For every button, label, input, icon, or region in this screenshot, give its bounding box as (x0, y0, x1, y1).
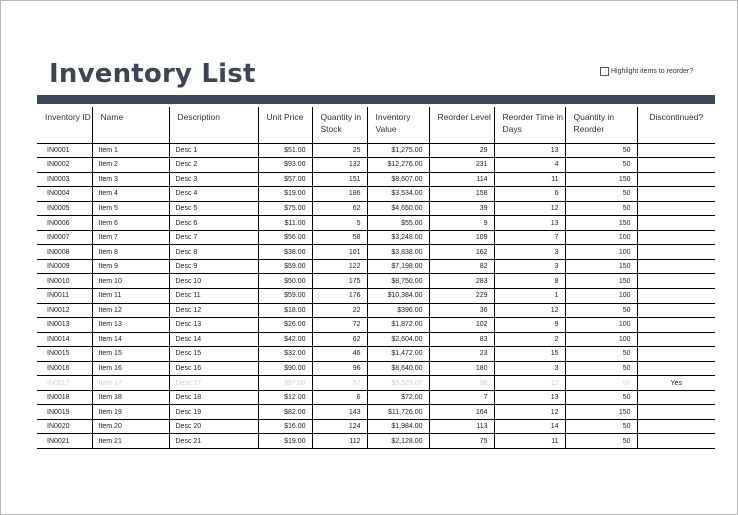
cell-inventory-id[interactable]: IN0013 (37, 318, 92, 333)
table-row (37, 187, 715, 202)
cell-discontinued[interactable] (637, 332, 715, 347)
cell-inventory-value[interactable]: $1,872.00 (367, 318, 429, 333)
cell-unit-price[interactable]: $51.00 (258, 143, 312, 158)
table-row (37, 274, 715, 289)
cell-quantity-in-stock[interactable]: 72 (312, 318, 367, 333)
cell-discontinued[interactable] (637, 390, 715, 405)
cell-name[interactable]: Item 19 (92, 405, 169, 420)
page-title: Inventory List (49, 59, 256, 89)
cell-inventory-id[interactable]: IN0016 (37, 361, 92, 376)
cell-reorder-level[interactable]: 9 (429, 216, 494, 231)
cell-inventory-value[interactable]: $1,275.00 (367, 143, 429, 158)
table-row (37, 390, 715, 405)
cell-reorder-time[interactable]: 1 (494, 288, 565, 303)
cell-inventory-id[interactable]: IN0004 (37, 187, 92, 202)
cell-quantity-in-reorder[interactable]: 50 (565, 303, 637, 318)
cell-reorder-level[interactable]: 75 (429, 434, 494, 449)
table-row (37, 288, 715, 303)
table-row (37, 230, 715, 245)
cell-name[interactable]: Item 4 (92, 187, 169, 202)
cell-quantity-in-reorder[interactable]: 100 (565, 318, 637, 333)
cell-quantity-in-stock[interactable]: 176 (312, 288, 367, 303)
table-row (37, 318, 715, 333)
table-row (37, 172, 715, 187)
cell-reorder-time[interactable]: 12 (494, 201, 565, 216)
cell-quantity-in-stock[interactable]: 101 (312, 245, 367, 260)
cell-description[interactable]: Desc 7 (169, 230, 258, 245)
cell-discontinued[interactable] (637, 303, 715, 318)
cell-name[interactable]: Item 21 (92, 434, 169, 449)
cell-name[interactable]: Item 7 (92, 230, 169, 245)
cell-reorder-level[interactable]: 7 (429, 390, 494, 405)
cell-quantity-in-stock[interactable]: 143 (312, 405, 367, 420)
cell-name[interactable]: Item 18 (92, 390, 169, 405)
cell-quantity-in-reorder[interactable]: 150 (565, 405, 637, 420)
cell-reorder-level[interactable]: 164 (429, 405, 494, 420)
cell-reorder-time[interactable]: 4 (494, 158, 565, 173)
cell-discontinued[interactable] (637, 259, 715, 274)
cell-quantity-in-reorder[interactable]: 100 (565, 332, 637, 347)
cell-reorder-level[interactable]: 102 (429, 318, 494, 333)
cell-discontinued[interactable] (637, 143, 715, 158)
cell-quantity-in-reorder[interactable]: 150 (565, 274, 637, 289)
cell-discontinued[interactable] (637, 434, 715, 449)
cell-inventory-id[interactable]: IN0007 (37, 230, 92, 245)
cell-name[interactable]: Item 16 (92, 361, 169, 376)
cell-unit-price[interactable]: $32.00 (258, 347, 312, 362)
cell-reorder-time[interactable]: 8 (494, 274, 565, 289)
cell-inventory-value[interactable]: $12,276.00 (367, 158, 429, 173)
cell-description[interactable]: Desc 2 (169, 158, 258, 173)
cell-quantity-in-reorder[interactable]: 150 (565, 259, 637, 274)
table-row (37, 143, 715, 158)
cell-quantity-in-stock[interactable]: 5 (312, 216, 367, 231)
cell-discontinued[interactable] (637, 288, 715, 303)
cell-quantity-in-stock[interactable]: 58 (312, 230, 367, 245)
cell-inventory-id[interactable]: IN0006 (37, 216, 92, 231)
cell-reorder-time[interactable]: 12 (494, 376, 565, 391)
cell-quantity-in-reorder[interactable]: 50 (565, 434, 637, 449)
col-description[interactable]: Description (169, 107, 258, 143)
header-bar (37, 95, 715, 104)
cell-description[interactable]: Desc 12 (169, 303, 258, 318)
table-row (37, 405, 715, 420)
cell-inventory-value[interactable]: $10,384.00 (367, 288, 429, 303)
col-inventory-value[interactable]: Inventory Value (367, 107, 429, 143)
cell-quantity-in-reorder[interactable]: 50 (565, 419, 637, 434)
cell-inventory-id[interactable]: IN0005 (37, 201, 92, 216)
cell-inventory-id[interactable]: IN0002 (37, 158, 92, 173)
cell-reorder-time[interactable]: 11 (494, 434, 565, 449)
cell-inventory-value[interactable]: $55.00 (367, 216, 429, 231)
cell-quantity-in-stock[interactable]: 151 (312, 172, 367, 187)
table-row (37, 332, 715, 347)
col-unit-price[interactable]: Unit Price (258, 107, 312, 143)
cell-unit-price[interactable]: $56.00 (258, 230, 312, 245)
cell-inventory-value[interactable]: $1,472.00 (367, 347, 429, 362)
cell-inventory-value[interactable]: $1,984.00 (367, 419, 429, 434)
cell-description[interactable]: Desc 11 (169, 288, 258, 303)
cell-reorder-time[interactable]: 3 (494, 259, 565, 274)
cell-name[interactable]: Item 10 (92, 274, 169, 289)
table-row (37, 347, 715, 362)
cell-unit-price[interactable]: $19.00 (258, 187, 312, 202)
cell-name[interactable]: Item 20 (92, 419, 169, 434)
cell-description[interactable]: Desc 9 (169, 259, 258, 274)
cell-reorder-time[interactable]: 13 (494, 143, 565, 158)
cell-reorder-time[interactable]: 7 (494, 230, 565, 245)
cell-inventory-value[interactable]: $8,750.00 (367, 274, 429, 289)
cell-description[interactable]: Desc 1 (169, 143, 258, 158)
cell-discontinued[interactable] (637, 347, 715, 362)
cell-inventory-id[interactable]: IN0009 (37, 259, 92, 274)
cell-quantity-in-stock[interactable]: 62 (312, 332, 367, 347)
cell-reorder-level[interactable]: 83 (429, 332, 494, 347)
highlight-label: Highlight items to reorder? (611, 68, 694, 75)
cell-reorder-time[interactable]: 11 (494, 172, 565, 187)
cell-inventory-value[interactable]: $72.00 (367, 390, 429, 405)
cell-reorder-level[interactable]: 23 (429, 347, 494, 362)
cell-reorder-level[interactable]: 283 (429, 274, 494, 289)
cell-inventory-value[interactable]: $3,534.00 (367, 187, 429, 202)
cell-description[interactable]: Desc 19 (169, 405, 258, 420)
table-row (37, 216, 715, 231)
cell-quantity-in-stock[interactable]: 175 (312, 274, 367, 289)
table-row (37, 259, 715, 274)
col-reorder-time[interactable]: Reorder Time in Days (494, 107, 565, 143)
table-row (37, 303, 715, 318)
cell-inventory-value[interactable]: $5,529.00 (367, 376, 429, 391)
cell-quantity-in-stock[interactable]: 186 (312, 187, 367, 202)
cell-reorder-time[interactable]: 3 (494, 361, 565, 376)
cell-quantity-in-stock[interactable]: 57 (312, 376, 367, 391)
cell-inventory-id[interactable]: IN0017 (37, 376, 92, 391)
cell-reorder-time[interactable]: 12 (494, 303, 565, 318)
table-row (37, 434, 715, 449)
cell-description[interactable]: Desc 21 (169, 434, 258, 449)
cell-quantity-in-reorder[interactable]: 50 (565, 201, 637, 216)
col-name[interactable]: Name (92, 107, 169, 143)
cell-inventory-id[interactable]: IN0018 (37, 390, 92, 405)
cell-reorder-time[interactable]: 15 (494, 347, 565, 362)
cell-discontinued[interactable] (637, 172, 715, 187)
cell-name[interactable]: Item 3 (92, 172, 169, 187)
cell-name[interactable]: Item 15 (92, 347, 169, 362)
cell-quantity-in-stock[interactable]: 124 (312, 419, 367, 434)
cell-quantity-in-stock[interactable]: 122 (312, 259, 367, 274)
cell-unit-price[interactable]: $11.00 (258, 216, 312, 231)
cell-description[interactable]: Desc 6 (169, 216, 258, 231)
cell-reorder-level[interactable]: 36 (429, 303, 494, 318)
cell-reorder-time[interactable]: 9 (494, 318, 565, 333)
cell-quantity-in-stock[interactable]: 6 (312, 390, 367, 405)
cell-name[interactable]: Item 9 (92, 259, 169, 274)
cell-reorder-level[interactable]: 162 (429, 245, 494, 260)
cell-discontinued[interactable] (637, 187, 715, 202)
cell-description[interactable]: Desc 4 (169, 187, 258, 202)
cell-inventory-id[interactable]: IN0019 (37, 405, 92, 420)
cell-name[interactable]: Item 5 (92, 201, 169, 216)
cell-quantity-in-reorder[interactable]: 150 (565, 172, 637, 187)
cell-reorder-level[interactable]: 114 (429, 172, 494, 187)
cell-inventory-id[interactable]: IN0012 (37, 303, 92, 318)
cell-reorder-time[interactable]: 2 (494, 332, 565, 347)
table-row (37, 361, 715, 376)
cell-inventory-id[interactable]: IN0015 (37, 347, 92, 362)
cell-inventory-id[interactable]: IN0003 (37, 172, 92, 187)
cell-unit-price[interactable]: $93.00 (258, 158, 312, 173)
cell-inventory-value[interactable]: $3,248.00 (367, 230, 429, 245)
table-row (37, 376, 715, 391)
cell-description[interactable]: Desc 14 (169, 332, 258, 347)
cell-reorder-time[interactable]: 3 (494, 245, 565, 260)
cell-description[interactable]: Desc 16 (169, 361, 258, 376)
cell-quantity-in-stock[interactable]: 112 (312, 434, 367, 449)
cell-unit-price[interactable]: $50.00 (258, 274, 312, 289)
table-row (37, 245, 715, 260)
cell-quantity-in-reorder[interactable]: 50 (565, 376, 637, 391)
cell-description[interactable]: Desc 17 (169, 376, 258, 391)
cell-quantity-in-reorder[interactable]: 50 (565, 390, 637, 405)
cell-inventory-value[interactable]: $2,604.00 (367, 332, 429, 347)
cell-discontinued[interactable] (637, 361, 715, 376)
cell-discontinued[interactable] (637, 405, 715, 420)
col-reorder-level[interactable]: Reorder Level (429, 107, 494, 143)
cell-unit-price[interactable]: $57.00 (258, 172, 312, 187)
cell-inventory-id[interactable]: IN0021 (37, 434, 92, 449)
cell-quantity-in-stock[interactable]: 46 (312, 347, 367, 362)
col-inventory-id[interactable]: Inventory ID (37, 107, 92, 143)
cell-quantity-in-reorder[interactable]: 50 (565, 187, 637, 202)
cell-name[interactable]: Item 13 (92, 318, 169, 333)
cell-quantity-in-stock[interactable]: 62 (312, 201, 367, 216)
cell-inventory-id[interactable]: IN0011 (37, 288, 92, 303)
cell-inventory-value[interactable]: $8,640.00 (367, 361, 429, 376)
cell-name[interactable]: Item 14 (92, 332, 169, 347)
cell-inventory-id[interactable]: IN0001 (37, 143, 92, 158)
cell-unit-price[interactable]: $12.00 (258, 390, 312, 405)
cell-inventory-value[interactable]: $7,198.00 (367, 259, 429, 274)
cell-discontinued[interactable] (637, 158, 715, 173)
cell-reorder-time[interactable]: 13 (494, 216, 565, 231)
cell-quantity-in-reorder[interactable]: 100 (565, 245, 637, 260)
cell-reorder-level[interactable]: 109 (429, 230, 494, 245)
cell-quantity-in-reorder[interactable]: 150 (565, 216, 637, 231)
cell-name[interactable]: Item 17 (92, 376, 169, 391)
table-row (37, 201, 715, 216)
cell-quantity-in-reorder[interactable]: 50 (565, 143, 637, 158)
cell-unit-price[interactable]: $59.00 (258, 288, 312, 303)
cell-reorder-level[interactable]: 113 (429, 419, 494, 434)
cell-discontinued[interactable] (637, 318, 715, 333)
cell-reorder-level[interactable]: 98 (429, 376, 494, 391)
cell-description[interactable]: Desc 18 (169, 390, 258, 405)
table-row (37, 158, 715, 173)
cell-reorder-time[interactable]: 12 (494, 405, 565, 420)
cell-unit-price[interactable]: $90.00 (258, 361, 312, 376)
cell-description[interactable]: Desc 8 (169, 245, 258, 260)
cell-inventory-id[interactable]: IN0008 (37, 245, 92, 260)
cell-description[interactable]: Desc 5 (169, 201, 258, 216)
cell-reorder-level[interactable]: 158 (429, 187, 494, 202)
cell-unit-price[interactable]: $26.00 (258, 318, 312, 333)
cell-unit-price[interactable]: $75.00 (258, 201, 312, 216)
cell-reorder-level[interactable]: 39 (429, 201, 494, 216)
cell-inventory-id[interactable]: IN0014 (37, 332, 92, 347)
cell-name[interactable]: Item 1 (92, 143, 169, 158)
cell-reorder-time[interactable]: 13 (494, 390, 565, 405)
cell-inventory-value[interactable]: $4,650.00 (367, 201, 429, 216)
cell-discontinued[interactable] (637, 216, 715, 231)
cell-discontinued[interactable] (637, 419, 715, 434)
cell-name[interactable]: Item 8 (92, 245, 169, 260)
cell-unit-price[interactable]: $59.00 (258, 259, 312, 274)
cell-reorder-level[interactable]: 180 (429, 361, 494, 376)
cell-name[interactable]: Item 2 (92, 158, 169, 173)
cell-inventory-value[interactable]: $2,128.00 (367, 434, 429, 449)
header-row (37, 107, 715, 143)
cell-description[interactable]: Desc 10 (169, 274, 258, 289)
cell-inventory-value[interactable]: $11,726.00 (367, 405, 429, 420)
cell-quantity-in-reorder[interactable]: 50 (565, 361, 637, 376)
cell-description[interactable]: Desc 15 (169, 347, 258, 362)
cell-inventory-value[interactable]: $8,607.00 (367, 172, 429, 187)
cell-inventory-value[interactable]: $396.00 (367, 303, 429, 318)
cell-reorder-time[interactable]: 6 (494, 187, 565, 202)
cell-quantity-in-reorder[interactable]: 100 (565, 230, 637, 245)
table-body (37, 143, 715, 448)
cell-quantity-in-reorder[interactable]: 50 (565, 347, 637, 362)
col-quantity-in-reorder[interactable]: Quantity in Reorder (565, 107, 637, 143)
cell-description[interactable]: Desc 20 (169, 419, 258, 434)
cell-discontinued[interactable]: Yes (637, 376, 715, 391)
cell-reorder-level[interactable]: 29 (429, 143, 494, 158)
cell-reorder-level[interactable]: 82 (429, 259, 494, 274)
cell-reorder-level[interactable]: 231 (429, 158, 494, 173)
col-quantity-in-stock[interactable]: Quantity in Stock (312, 107, 367, 143)
highlight-checkbox[interactable] (600, 67, 609, 76)
cell-inventory-id[interactable]: IN0020 (37, 419, 92, 434)
cell-quantity-in-stock[interactable]: 96 (312, 361, 367, 376)
cell-quantity-in-reorder[interactable]: 100 (565, 288, 637, 303)
cell-quantity-in-stock[interactable]: 25 (312, 143, 367, 158)
cell-name[interactable]: Item 6 (92, 216, 169, 231)
cell-discontinued[interactable] (637, 274, 715, 289)
cell-unit-price[interactable]: $16.00 (258, 419, 312, 434)
cell-unit-price[interactable]: $82.00 (258, 405, 312, 420)
cell-inventory-value[interactable]: $3,838.00 (367, 245, 429, 260)
cell-discontinued[interactable] (637, 201, 715, 216)
cell-unit-price[interactable]: $19.00 (258, 434, 312, 449)
cell-quantity-in-stock[interactable]: 132 (312, 158, 367, 173)
cell-description[interactable]: Desc 3 (169, 172, 258, 187)
cell-reorder-time[interactable]: 14 (494, 419, 565, 434)
cell-unit-price[interactable]: $97.00 (258, 376, 312, 391)
cell-name[interactable]: Item 11 (92, 288, 169, 303)
cell-inventory-id[interactable]: IN0010 (37, 274, 92, 289)
cell-discontinued[interactable] (637, 245, 715, 260)
cell-description[interactable]: Desc 13 (169, 318, 258, 333)
highlight-reorder-toggle[interactable] (600, 67, 693, 76)
cell-reorder-level[interactable]: 229 (429, 288, 494, 303)
inventory-table (37, 107, 715, 449)
cell-unit-price[interactable]: $18.00 (258, 303, 312, 318)
cell-quantity-in-stock[interactable]: 22 (312, 303, 367, 318)
cell-discontinued[interactable] (637, 230, 715, 245)
cell-unit-price[interactable]: $42.00 (258, 332, 312, 347)
cell-name[interactable]: Item 12 (92, 303, 169, 318)
cell-quantity-in-reorder[interactable]: 50 (565, 158, 637, 173)
col-discontinued[interactable]: Discontinued? (637, 107, 715, 143)
cell-unit-price[interactable]: $38.00 (258, 245, 312, 260)
table-row (37, 419, 715, 434)
